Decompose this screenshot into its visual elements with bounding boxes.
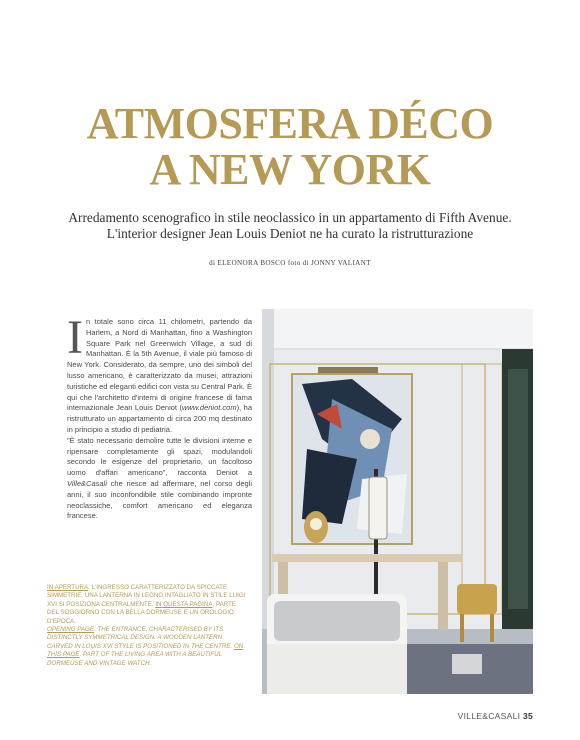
caption-text-this-page: . PARTE DEL SOGGIORNO CON LA BELLA DORMEUSE E UN OROLOGIO D'EPOCA.: [47, 600, 236, 625]
caption-italian: [47, 584, 247, 626]
caption-label-opening-en: OPENING PAGE: [47, 626, 94, 634]
caption-text-opening-en: . THE ENTRANCE, CHARACTERISED BY ITS DISTINCTLY SYMMETRICAL DESIGN. A WOODEN LANTERN CARVED IN LOUIS XVI STYLE IS POSITIONED IN THE CENTRE.: [47, 626, 234, 650]
page-number: 35: [522, 711, 533, 721]
website-link: www.deniot.com: [181, 403, 237, 413]
article-subtitle: [40, 210, 540, 242]
article-title-line-1: ATMOSFERA DÉCO: [86, 99, 494, 148]
caption-label-this-page-en: ON THIS PAGE: [47, 642, 244, 659]
drop-cap: I: [67, 311, 83, 364]
interior-photo: [262, 309, 533, 694]
paragraph-1: [67, 311, 252, 436]
paragraph-1-text: n totale sono circa 11 chilometri, partendo da Harlem, a Nord di Manhattan, fino a Washington Square Park nel Greenwich Village, a sud di Manhattan. È la 5th Avenue, il viale più famoso di New York. Considerato, da sempre, uno dei simboli del lusso americano, è caratterizzato da musei, attrazioni turistiche ed eleganti edifici con vista su Central Park. È qui che l'architetto d'interni di origine francese di fama internazionale Jean Louis Deniot (: [67, 317, 252, 413]
byline: di ELEONORA BOSCO foto di JONNY VALIANT: [209, 259, 371, 267]
caption-label-this-page: IN QUESTA PAGINA: [155, 600, 213, 608]
subtitle-line-2: L'interior designer Jean Louis Deniot ne ha curato la ristrutturazione: [106, 226, 474, 241]
photo-caption: [47, 584, 247, 668]
caption-text-opening: . L'INGRESSO CARATTERIZZATO DA SPICCATE SIMMETRIE. UNA LANTERNA IN LEGNO INTAGLIATO IN STILE LUIGI XVI SI POSIZIONA CENTRALMENTE.: [47, 584, 246, 608]
article-body: [67, 311, 252, 522]
article-title-line-2: A NEW YORK: [149, 145, 431, 194]
caption-english: [47, 626, 247, 668]
page-footer: [458, 711, 533, 721]
caption-label-opening: IN APERTURA: [47, 584, 89, 591]
subtitle-line-1: Arredamento scenografico in stile neoclassico in un appartamento di Fifth Avenue.: [68, 210, 512, 225]
caption-text-this-page-en: . PART OF THE LIVING AREA WITH A BEAUTIFUL DORMEUSE AND VINTAGE WATCH.: [47, 651, 222, 667]
footer-magazine-name: VILLE&CASALI: [457, 711, 521, 721]
magazine-name-inline: Ville&Casali: [67, 478, 107, 488]
paragraph-2-text-b: che riesce ad affermare, nel corso degli anni, il suo inconfondibile stile combinando impronte neoclassiche, comfort americano ed eleganza francese.: [67, 478, 252, 521]
paragraph-2-text-a: "È stato necessario demolire tutte le divisioni interne e ripensare completamente gli spazi, modulandoli secondo le esigenze del proprietario, un facoltoso uomo d'affari americano", racconta Deniot a: [67, 435, 252, 478]
paragraph-1-end: ), ha ristrutturato un appartamento di circa 200 mq destinato in principio a studio di pediatria.: [67, 403, 252, 434]
interior-photo-illustration: [262, 309, 533, 694]
paragraph-2: [67, 436, 252, 522]
